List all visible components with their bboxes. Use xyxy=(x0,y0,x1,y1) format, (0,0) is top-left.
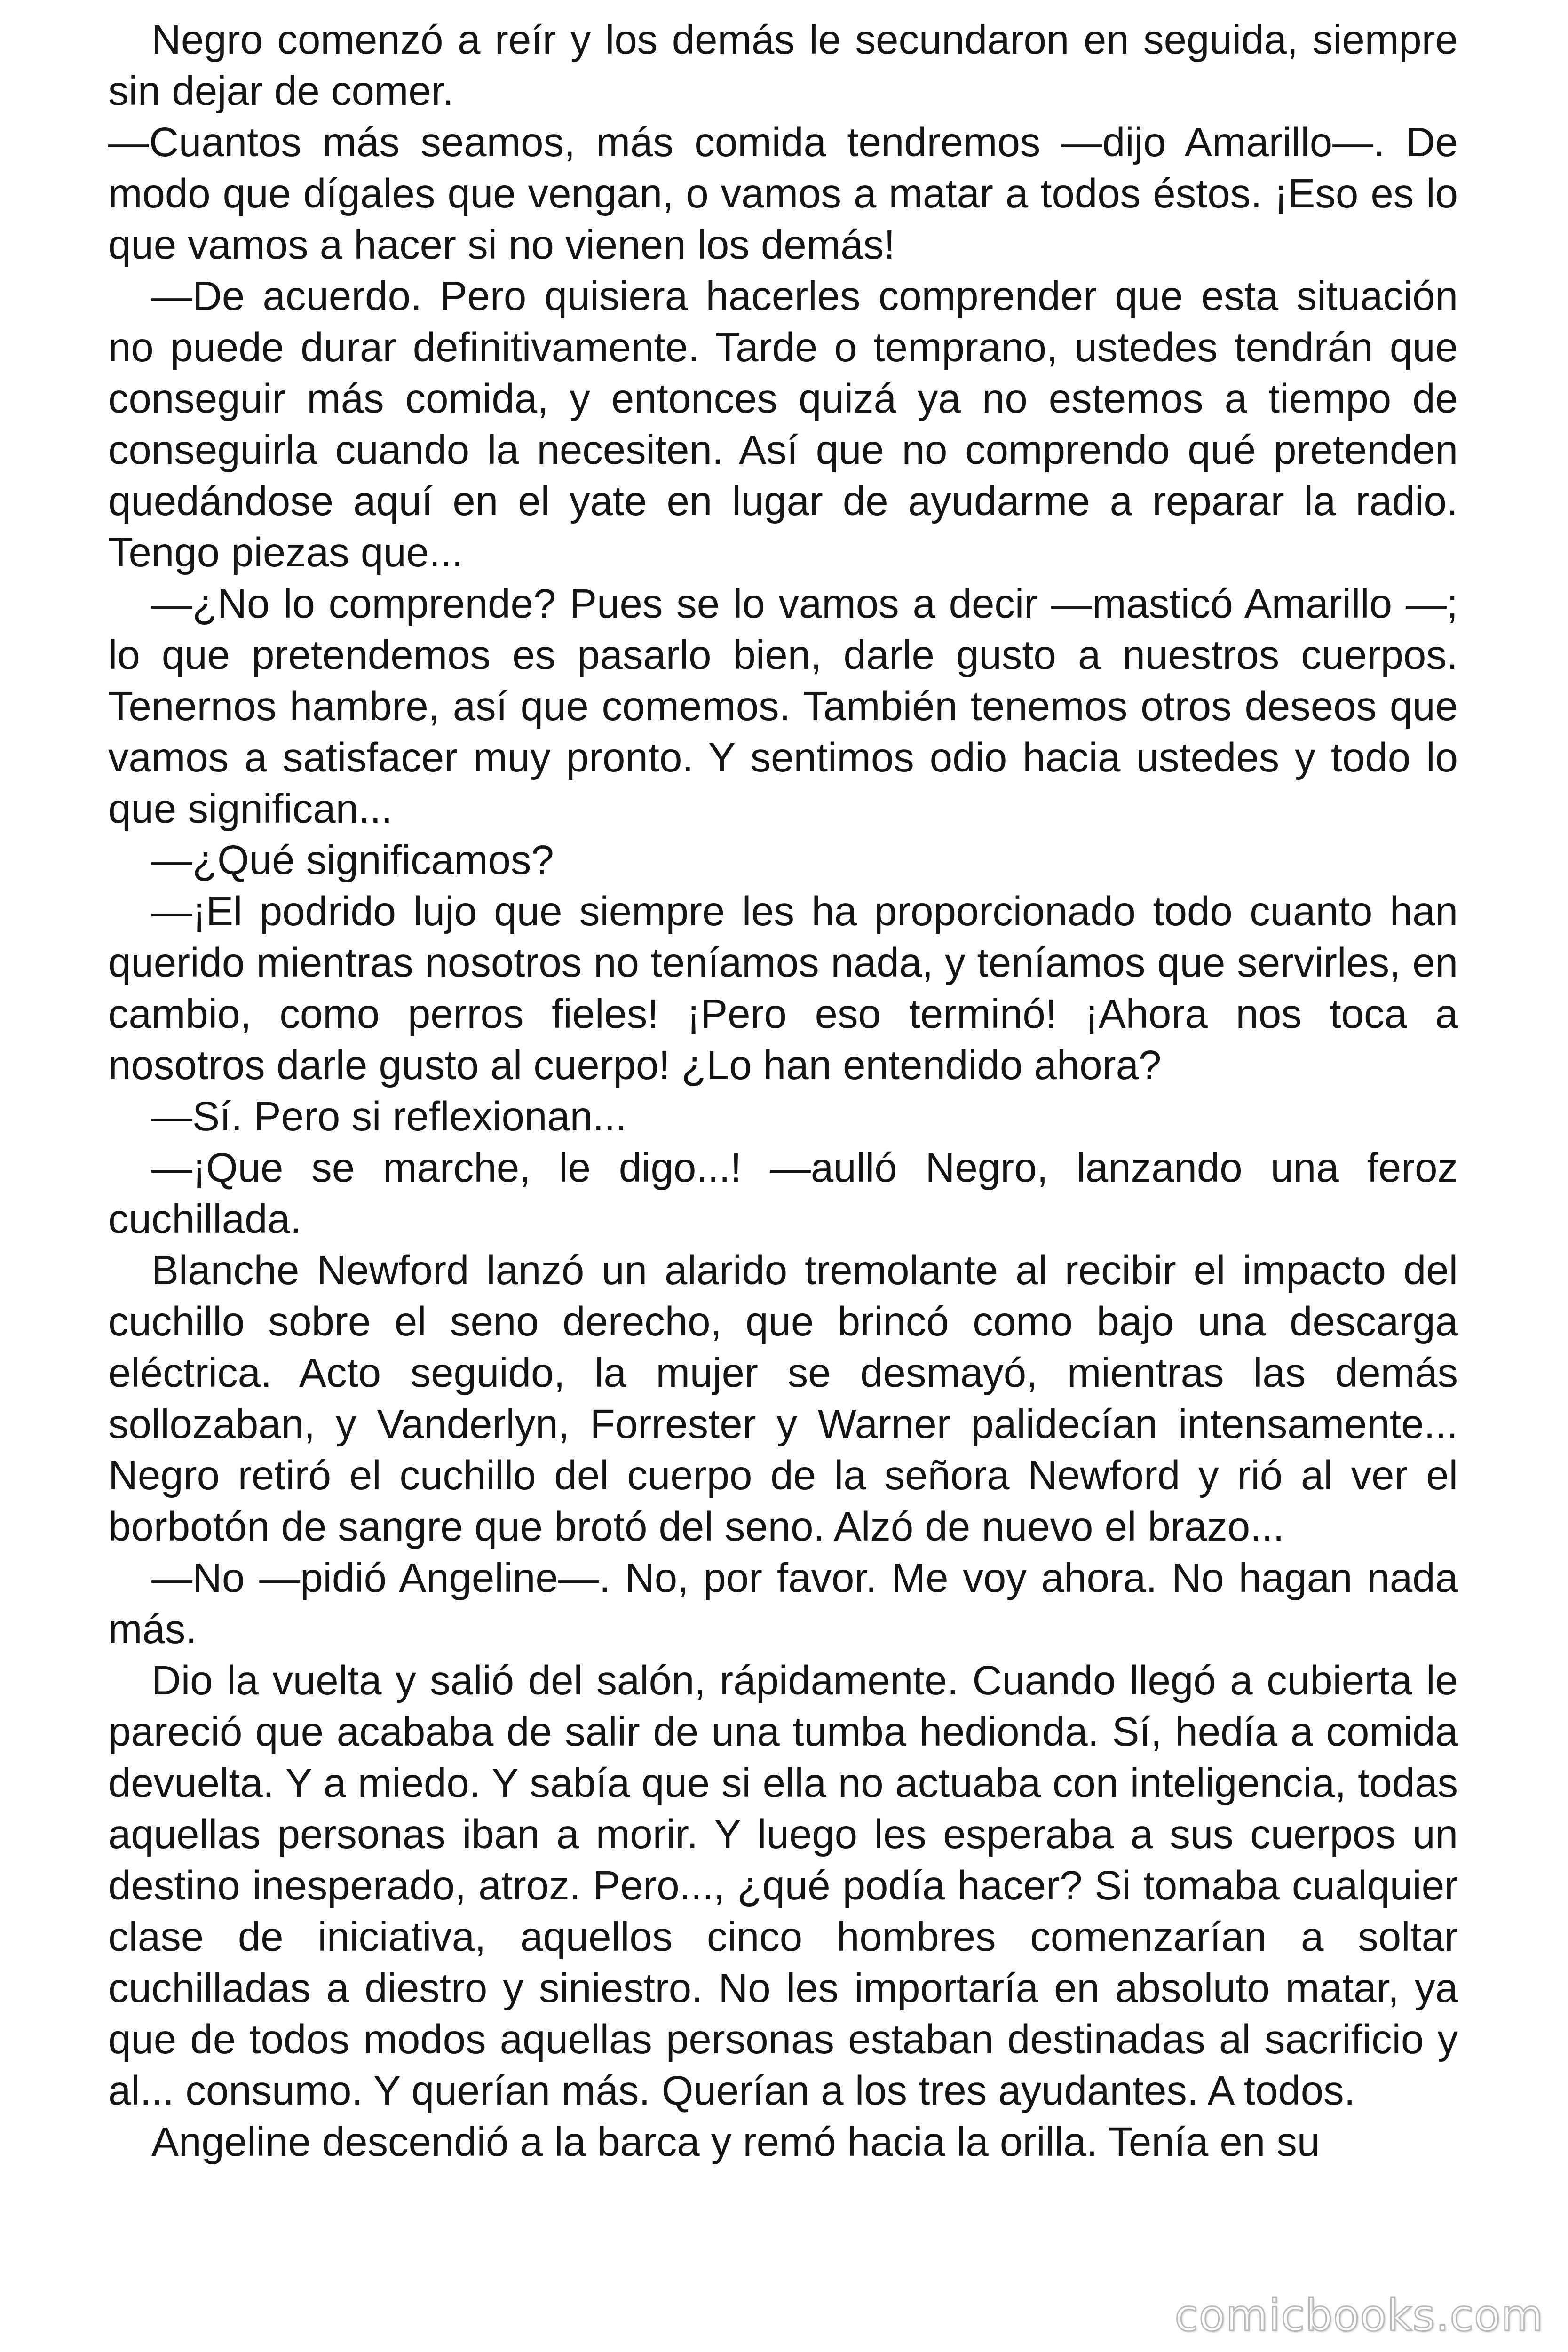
paragraph: —Cuantos más seamos, más comida tendremos —dijo Amarillo—. De modo que dígales que vengan, o vamos a matar a todos éstos. ¡Eso es lo que vamos a hacer si no vienen los demás! xyxy=(108,119,1458,268)
paragraph: —No —pidió Angeline—. No, por favor. Me voy ahora. No hagan nada más. xyxy=(108,1555,1458,1652)
paragraph: Dio la vuelta y salió del salón, rápidamente. Cuando llegó a cubierta le pareció que acababa de salir de una tumba hedionda. Sí, hedía a comida devuelta. Y a miedo. Y sabía que si ella no actuaba con inteligencia, todas aquellas personas iban a morir. Y luego les esperaba a sus cuerpos un destino inesperado, atroz. Pero..., ¿qué podía hacer? Si tomaba cualquier clase de iniciativa, aquellos cinco hombres comenzarían a soltar cuchilladas a diestro y siniestro. No les importaría en absoluto matar, ya que de todos modos aquellas personas estaban destinadas al sacrificio y al... consumo. Y querían más. Querían a los tres ayudantes. A todos. xyxy=(108,1658,1458,2114)
paragraph: —¿No lo comprende? Pues se lo vamos a decir —masticó Amarillo —; lo que pretendemos es pasarlo bien, darle gusto a nuestros cuerpos. Tenernos hambre, así que comemos. También tenemos otros deseos que vamos a satisfacer muy pronto. Y sentimos odio hacia ustedes y todo lo que significan... xyxy=(108,581,1458,832)
paragraph: —¡Que se marche, le digo...! —aulló Negro, lanzando una feroz cuchillada. xyxy=(108,1145,1458,1242)
paragraph: —¿Qué significamos? xyxy=(151,837,554,883)
paragraph: —De acuerdo. Pero quisiera hacerles comprender que esta situación no puede durar definitivamente. Tarde o temprano, ustedes tendrán que conseguir más comida, y entonces quizá ya no estemos a tiempo de conseguirla cuando la necesiten. Así que no comprendo qué pretenden quedándose aquí en el yate en lugar de ayudarme a reparar la radio. Tengo piezas que... xyxy=(108,273,1458,575)
paragraph: —¡El podrido lujo que siempre les ha proporcionado todo cuanto han querido mientras nosotros no teníamos nada, y teníamos que servirles, en cambio, como perros fieles! ¡Pero eso terminó! ¡Ahora nos toca a nosotros darle gusto al cuerpo! ¿Lo han entendido ahora? xyxy=(108,889,1458,1088)
page-text xyxy=(108,14,1458,2328)
watermark-logo: comicbooks.com xyxy=(1174,2290,1544,2341)
paragraph: —Sí. Pero si reflexionan... xyxy=(151,1094,627,1139)
paragraph: Blanche Newford lanzó un alarido tremolante al recibir el impacto del cuchillo sobre el seno derecho, que brincó como bajo una descarga eléctrica. Acto seguido, la mujer se desmayó, mientras las demás sollozaban, y Vanderlyn, Forrester y Warner palidecían intensamente... Negro retiró el cuchillo del cuerpo de la señora Newford y rió al ver el borbotón de sangre que brotó del seno. Alzó de nuevo el brazo... xyxy=(108,1248,1458,1549)
paragraph: Angeline descendió a la barca y remó hacia la orilla. Tenía en su xyxy=(151,2119,1320,2165)
paragraph: Negro comenzó a reír y los demás le secundaron en seguida, siempre sin dejar de comer. xyxy=(108,17,1458,114)
